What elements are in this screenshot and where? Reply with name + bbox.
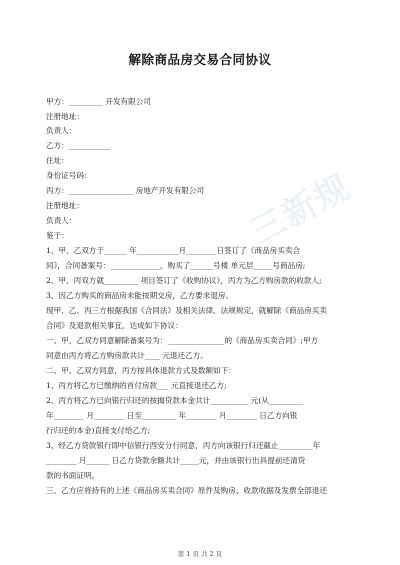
clause-2-item-3-line-1: 3、经乙方贷款银行即中信银行西安分行同意，丙方向该银行归还截止_________年	[46, 441, 321, 450]
party-a-line: 甲方：_________ 开发有限公司	[46, 97, 151, 106]
recital-3: 3、因乙方购买的商品房未能按期交房，乙方要求退房。	[46, 291, 234, 300]
watermark: 三新规	[243, 166, 358, 253]
party-b-id: 身份证号码：	[46, 171, 92, 180]
recital-1-line-2: 同》，合同备案号：_____________，购买了______号楼 单元层_____号商品房;	[46, 261, 306, 270]
clause-3-line-1: 三、乙方应将持有的上述《商品房买卖合同》原件及购房、收款收据及发票全部退还	[46, 486, 327, 495]
party-a-address: 注册地址：	[46, 112, 84, 121]
preamble-line-2: 合同》及退款相关事宜，达成如下协议：	[46, 321, 183, 330]
clause-2-item-3-line-3: 款的书面证明。	[46, 471, 100, 480]
party-a-representative: 负责人：	[46, 126, 77, 135]
clause-2-item-2-line-3: 行归还的本金)直接支付给乙方;	[46, 426, 151, 435]
recital-1-line-1: 1、甲、乙双方于______ 年___________月________日签订了《商品房买卖合	[46, 246, 301, 255]
preamble-line-1: 现甲、乙、丙三方根据我国《合同法》及相关法律、法规规定，就解除《商品房买卖	[46, 306, 327, 315]
clause-2-item-1: 1、丙方将乙方已缴纳的首付房款___ 元直接退还乙方;	[46, 381, 227, 390]
party-c-address: 注册地址：	[46, 201, 84, 210]
clause-1-line-1: 一、甲、乙双方同意解除备案号为：_______________的《商品房买卖合同》;甲方	[46, 336, 319, 345]
clause-1-line-2: 同意由丙方将乙方购房款共计____ 元退还乙方。	[46, 351, 208, 360]
party-c-line: 丙方：_________________ 房地产开发有限公司	[46, 186, 205, 195]
recital-2: 2、甲、丙双方就_________ 项目签订了《收购协议》，丙方为乙方购房款的收款人;	[46, 276, 322, 285]
clause-2-heading: 二、甲、乙双方同意，丙方按具体退款方式及数额如下：	[46, 366, 236, 375]
party-c-representative: 负责人：	[46, 216, 77, 225]
recital-heading: 鉴于：	[46, 231, 69, 240]
clause-2-item-2-line-1: 2、丙方将乙方已向银行归还的按揭贷款本金共计__________ 元(从_________	[46, 396, 304, 405]
page-number: 第 1 页 共 2 页	[177, 550, 223, 558]
party-b-line: 乙方：___________	[46, 141, 111, 150]
party-b-address: 住址：	[46, 156, 69, 165]
document-title: 解除商品房交易合同协议	[128, 52, 272, 67]
clause-2-item-3-line-2: ________ 月______ 日乙方贷款余额共计_____元，并由该银行出具提前还清贷	[46, 456, 306, 465]
clause-2-item-2-line-2: 年________ 月________ 日至_________ 年________ 月________ 日乙方向银	[46, 411, 298, 420]
